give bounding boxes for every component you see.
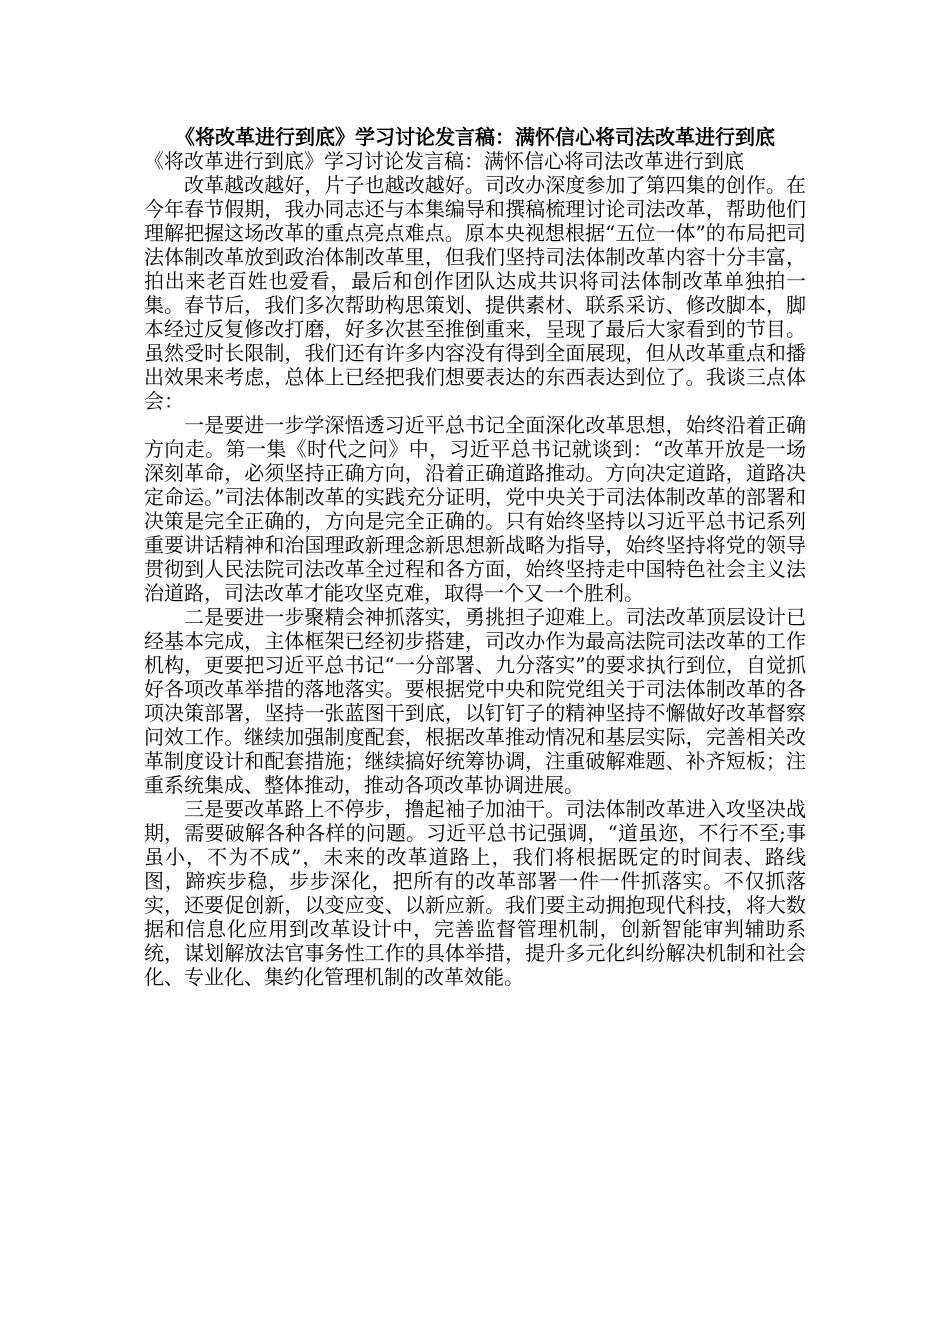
paragraph-intro: 改革越改越好，片子也越改越好。司改办深度参加了第四集的创作。在今年春节假期，我办同志还与本集编导和撰稿梳理讨论司法改革，帮助他们理解把握这场改革的重点亮点难点。原本央视想根据“五位一体”的布局把司法体制改革放到政治体制改革里，但我们坚持司法体制改革内容十分丰富，拍出来老百姓也爱看，最后和创作团队达成共识将司法体制改革单独拍一集。春节后，我们多次帮助构思策划、提供素材、联系采访、修改脚本，脚本经过反复修改打磨，好多次甚至推倒重来，呈现了最后大家看到的节目。虽然受时长限制，我们还有许多内容没有得到全面展现，但从改革重点和播出效果来考虑，总体上已经把我们想要表达的东西表达到位了。我谈三点体会： <box>144 173 806 413</box>
document-title: 《将改革进行到底》学习讨论发言稿：满怀信心将司法改革进行到底 <box>175 125 775 149</box>
document-subtitle: 《将改革进行到底》学习讨论发言稿：满怀信心将司法改革进行到底 <box>144 149 744 173</box>
paragraph-point-three: 三是要改革路上不停步，撸起袖子加油干。司法体制改革进入攻坚决战期，需要破解各种各样的问题。习近平总书记强调，“道虽迩，不行不至;事虽小，不为不成”，未来的改革道路上，我们将根据既定的时间表、路线图，蹄疾步稳，步步深化，把所有的改革部署一件一件抓落实。不仅抓落实，还要促创新，以变应变、以新应新。我们要主动拥抱现代科技，将大数据和信息化应用到改革设计中，完善监督管理机制，创新智能审判辅助系统，谋划解放法官事务性工作的具体举措，提升多元化纠纷解决机制和社会化、专业化、集约化管理机制的改革效能。 <box>144 797 806 989</box>
paragraph-point-one: 一是要进一步学深悟透习近平总书记全面深化改革思想，始终沿着正确方向走。第一集《时代之问》中，习近平总书记就谈到：“改革开放是一场深刻革命，必须坚持正确方向，沿着正确道路推动。方向决定道路，道路决定命运。”司法体制改革的实践充分证明，党中央关于司法体制改革的部署和决策是完全正确的，方向是完全正确的。只有始终坚持以习近平总书记系列重要讲话精神和治国理政新理念新思想新战略为指导，始终坚持将党的领导贯彻到人民法院司法改革全过程和各方面，始终坚持走中国特色社会主义法治道路，司法改革才能攻坚克难，取得一个又一个胜利。 <box>144 413 806 605</box>
document-page <box>144 120 806 989</box>
paragraph-point-two: 二是要进一步聚精会神抓落实，勇挑担子迎难上。司法改革顶层设计已经基本完成，主体框架已经初步搭建，司改办作为最高法院司法改革的工作机构，更要把习近平总书记“一分部署、九分落实”的要求执行到位，自觉抓好各项改革举措的落地落实。要根据党中央和院党组关于司法体制改革的各项决策部署，坚持一张蓝图干到底，以钉钉子的精神坚持不懈做好改革督察问效工作。继续加强制度配套，根据改革推动情况和基层实际，完善相关改革制度设计和配套措施；继续搞好统筹协调，注重破解难题、补齐短板；注重系统集成、整体推动，推动各项改革协调进展。 <box>144 605 806 797</box>
